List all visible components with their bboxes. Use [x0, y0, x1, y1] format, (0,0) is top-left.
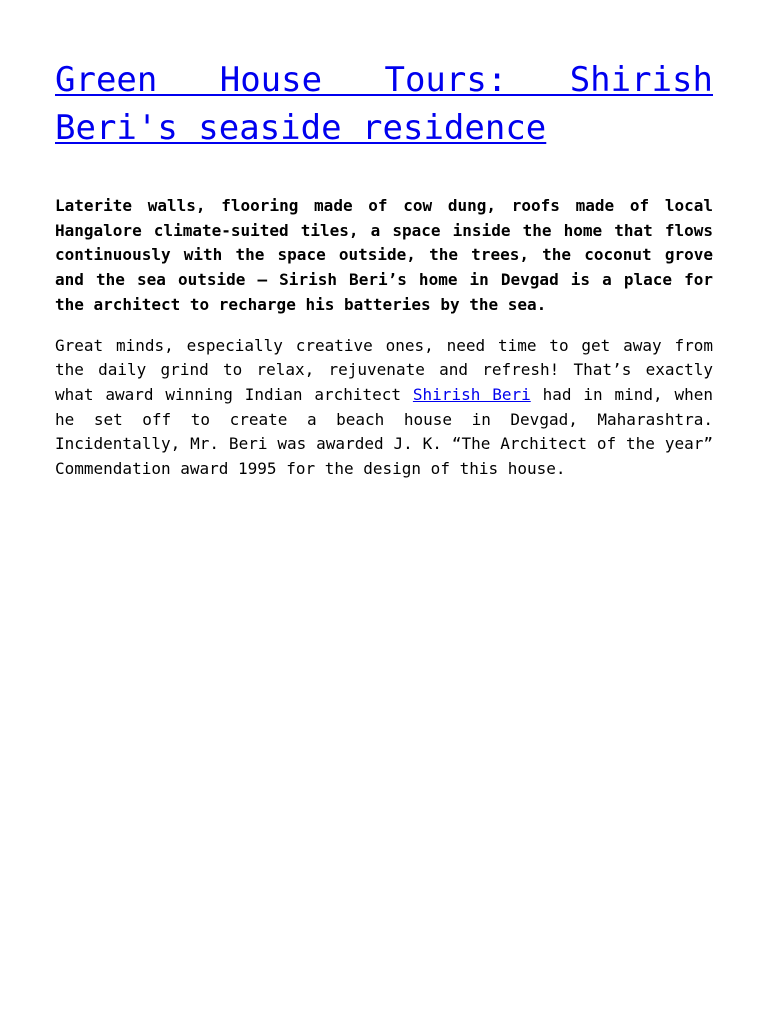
- article-title-link[interactable]: Green House Tours: Shirish Beri's seaside residence: [55, 60, 713, 148]
- article-title: [55, 56, 713, 152]
- body-text-before-link: Great minds, especially creative ones, need time to get away from the daily grind to relax, rejuvenate and refresh! That’s exactly what award winning Indian architect: [55, 335, 713, 404]
- article-lead-paragraph: Laterite walls, flooring made of cow dung, roofs made of local Hangalore climate-suited tiles, a space inside the home that flows continuously with the space outside, the trees, the coconut grove and the sea outside – Sirish Beri’s home in Devgad is a place for the architect to recharge his batteries by the sea.: [55, 196, 713, 314]
- body-text-after-link: had in mind, when he set off to create a beach house in Devgad, Maharashtra. Incidentally, Mr. Beri was awarded J. K. “The Architect of the year” Commendation award 1995 for the design of this house.: [55, 384, 714, 479]
- article-body-paragraph: [55, 334, 713, 482]
- architect-name-link[interactable]: Shirish Beri: [412, 384, 531, 404]
